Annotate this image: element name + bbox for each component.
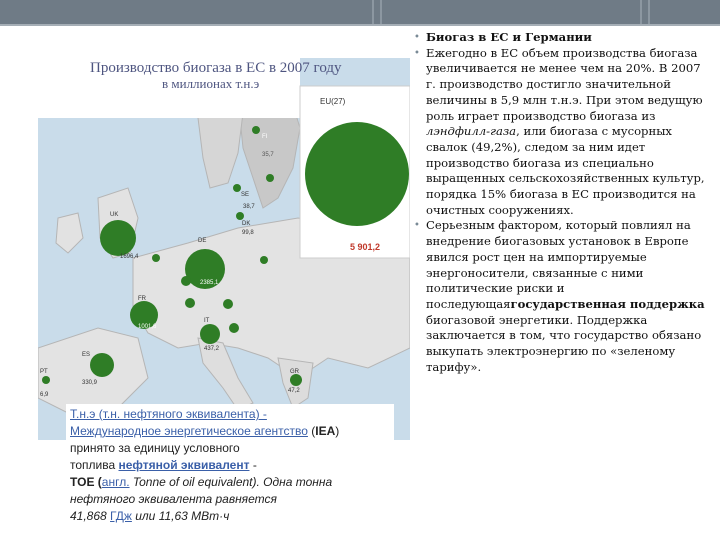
- bullet-paragraph-2: [414, 218, 710, 375]
- map-country-value: 437,2: [204, 346, 220, 352]
- iea-abbr: IEA: [315, 424, 336, 438]
- slide-text-column: [414, 30, 710, 375]
- caption-text: топлива: [70, 458, 119, 472]
- map-country-value: 35,7: [262, 152, 274, 158]
- caption-text: принято за единицу условного: [70, 441, 240, 455]
- map-country-value: 1696,4: [120, 254, 139, 260]
- map-country-code: DK: [242, 221, 251, 227]
- paragraph-text: , или биогаза с мусорных свалок (49,2%), следом за ним идет производство биогаза из специально выращенных сельскохозяйственных культур, порядка 15% биогаза в ЕС производится на очистных сооружениях.: [426, 124, 705, 217]
- caption-text: Tonne of oil equivalent). Одна тонна: [129, 475, 333, 489]
- caption-text: нефтяного эквивалента равняется: [70, 492, 277, 506]
- caption-text: TOE (: [70, 475, 102, 489]
- map-inset-value: 5 901,2: [350, 242, 381, 252]
- map-country-code: FI: [262, 134, 268, 140]
- map-country-value: 6,9: [40, 392, 49, 398]
- bullet-dot-icon: •: [414, 47, 420, 59]
- map-subtitle: в миллионах т.н.э: [162, 76, 260, 91]
- caption-text: -: [249, 458, 257, 472]
- english-link[interactable]: англ.: [101, 475, 130, 489]
- paragraph-text: Ежегодно в ЕС объем производства биогаза увеличивается не менее чем на 20%. В 2007 г. производство достигло значительной величины в 5,9 млн т.н.э. При этом ведущую роль играет производство биогаза из: [426, 45, 703, 123]
- map-title: Производство биогаза в ЕС в 2007 году: [90, 60, 342, 76]
- paragraph-bold: государственная поддержка: [510, 296, 705, 311]
- europe-map-figure: [38, 58, 410, 440]
- map-country-value: 1001,6: [138, 324, 157, 330]
- bullet-dot-icon: •: [414, 32, 420, 43]
- caption-text: или 11,63 МВт·ч: [131, 509, 230, 523]
- biogas-map: [38, 58, 410, 440]
- bullet-heading: [414, 30, 710, 46]
- gj-link[interactable]: ГДж: [110, 509, 132, 523]
- map-country-code: ES: [82, 352, 91, 358]
- map-country-value: 2385,1: [200, 280, 219, 286]
- paragraph-italic: лэндфилл-газа: [426, 124, 517, 139]
- toe-definition-caption: [66, 404, 394, 527]
- map-country-value: 47,2: [288, 388, 300, 394]
- iea-link[interactable]: Международное энергетическое агентство: [70, 424, 308, 438]
- section-heading: Биогаз в ЕС и Германии: [426, 30, 592, 44]
- bullet-paragraph-1: [414, 46, 710, 219]
- caption-text: (: [307, 424, 316, 438]
- map-country-code: GR: [290, 369, 299, 375]
- map-country-code: FR: [138, 296, 146, 302]
- caption-text: ): [335, 424, 340, 438]
- oil-equivalent-link[interactable]: нефтяной эквивалент: [118, 458, 250, 472]
- map-country-value: 330,9: [82, 380, 98, 386]
- slide-top-rule: [0, 24, 720, 26]
- map-inset-label: EU(27): [320, 97, 346, 106]
- paragraph-text: биогазовой энергетики. Поддержка заключается в том, что государство обязано выкупать электроэнергию по «зеленому тарифу».: [426, 312, 702, 374]
- map-country-code: SE: [241, 192, 250, 198]
- map-country-code: PT: [40, 369, 48, 375]
- bullet-dot-icon: •: [414, 220, 420, 232]
- map-country-value: 99,8: [242, 230, 254, 236]
- map-country-code: IT: [204, 318, 210, 324]
- slide-top-bar: [0, 0, 720, 24]
- map-country-code: DE: [198, 238, 207, 244]
- map-country-value: 38,7: [243, 204, 255, 210]
- caption-text: 41,868: [70, 509, 111, 523]
- toe-link[interactable]: Т.н.э (т.н. нефтяного эквивалента) -: [70, 407, 267, 421]
- paragraph-text: Серьезным фактором, который повлиял на внедрение биогазовых установок в Европе явился рост цен на импортируемые энергоносители, связанные с ними политические риски и последующая: [426, 218, 691, 311]
- map-country-code: UK: [110, 212, 119, 218]
